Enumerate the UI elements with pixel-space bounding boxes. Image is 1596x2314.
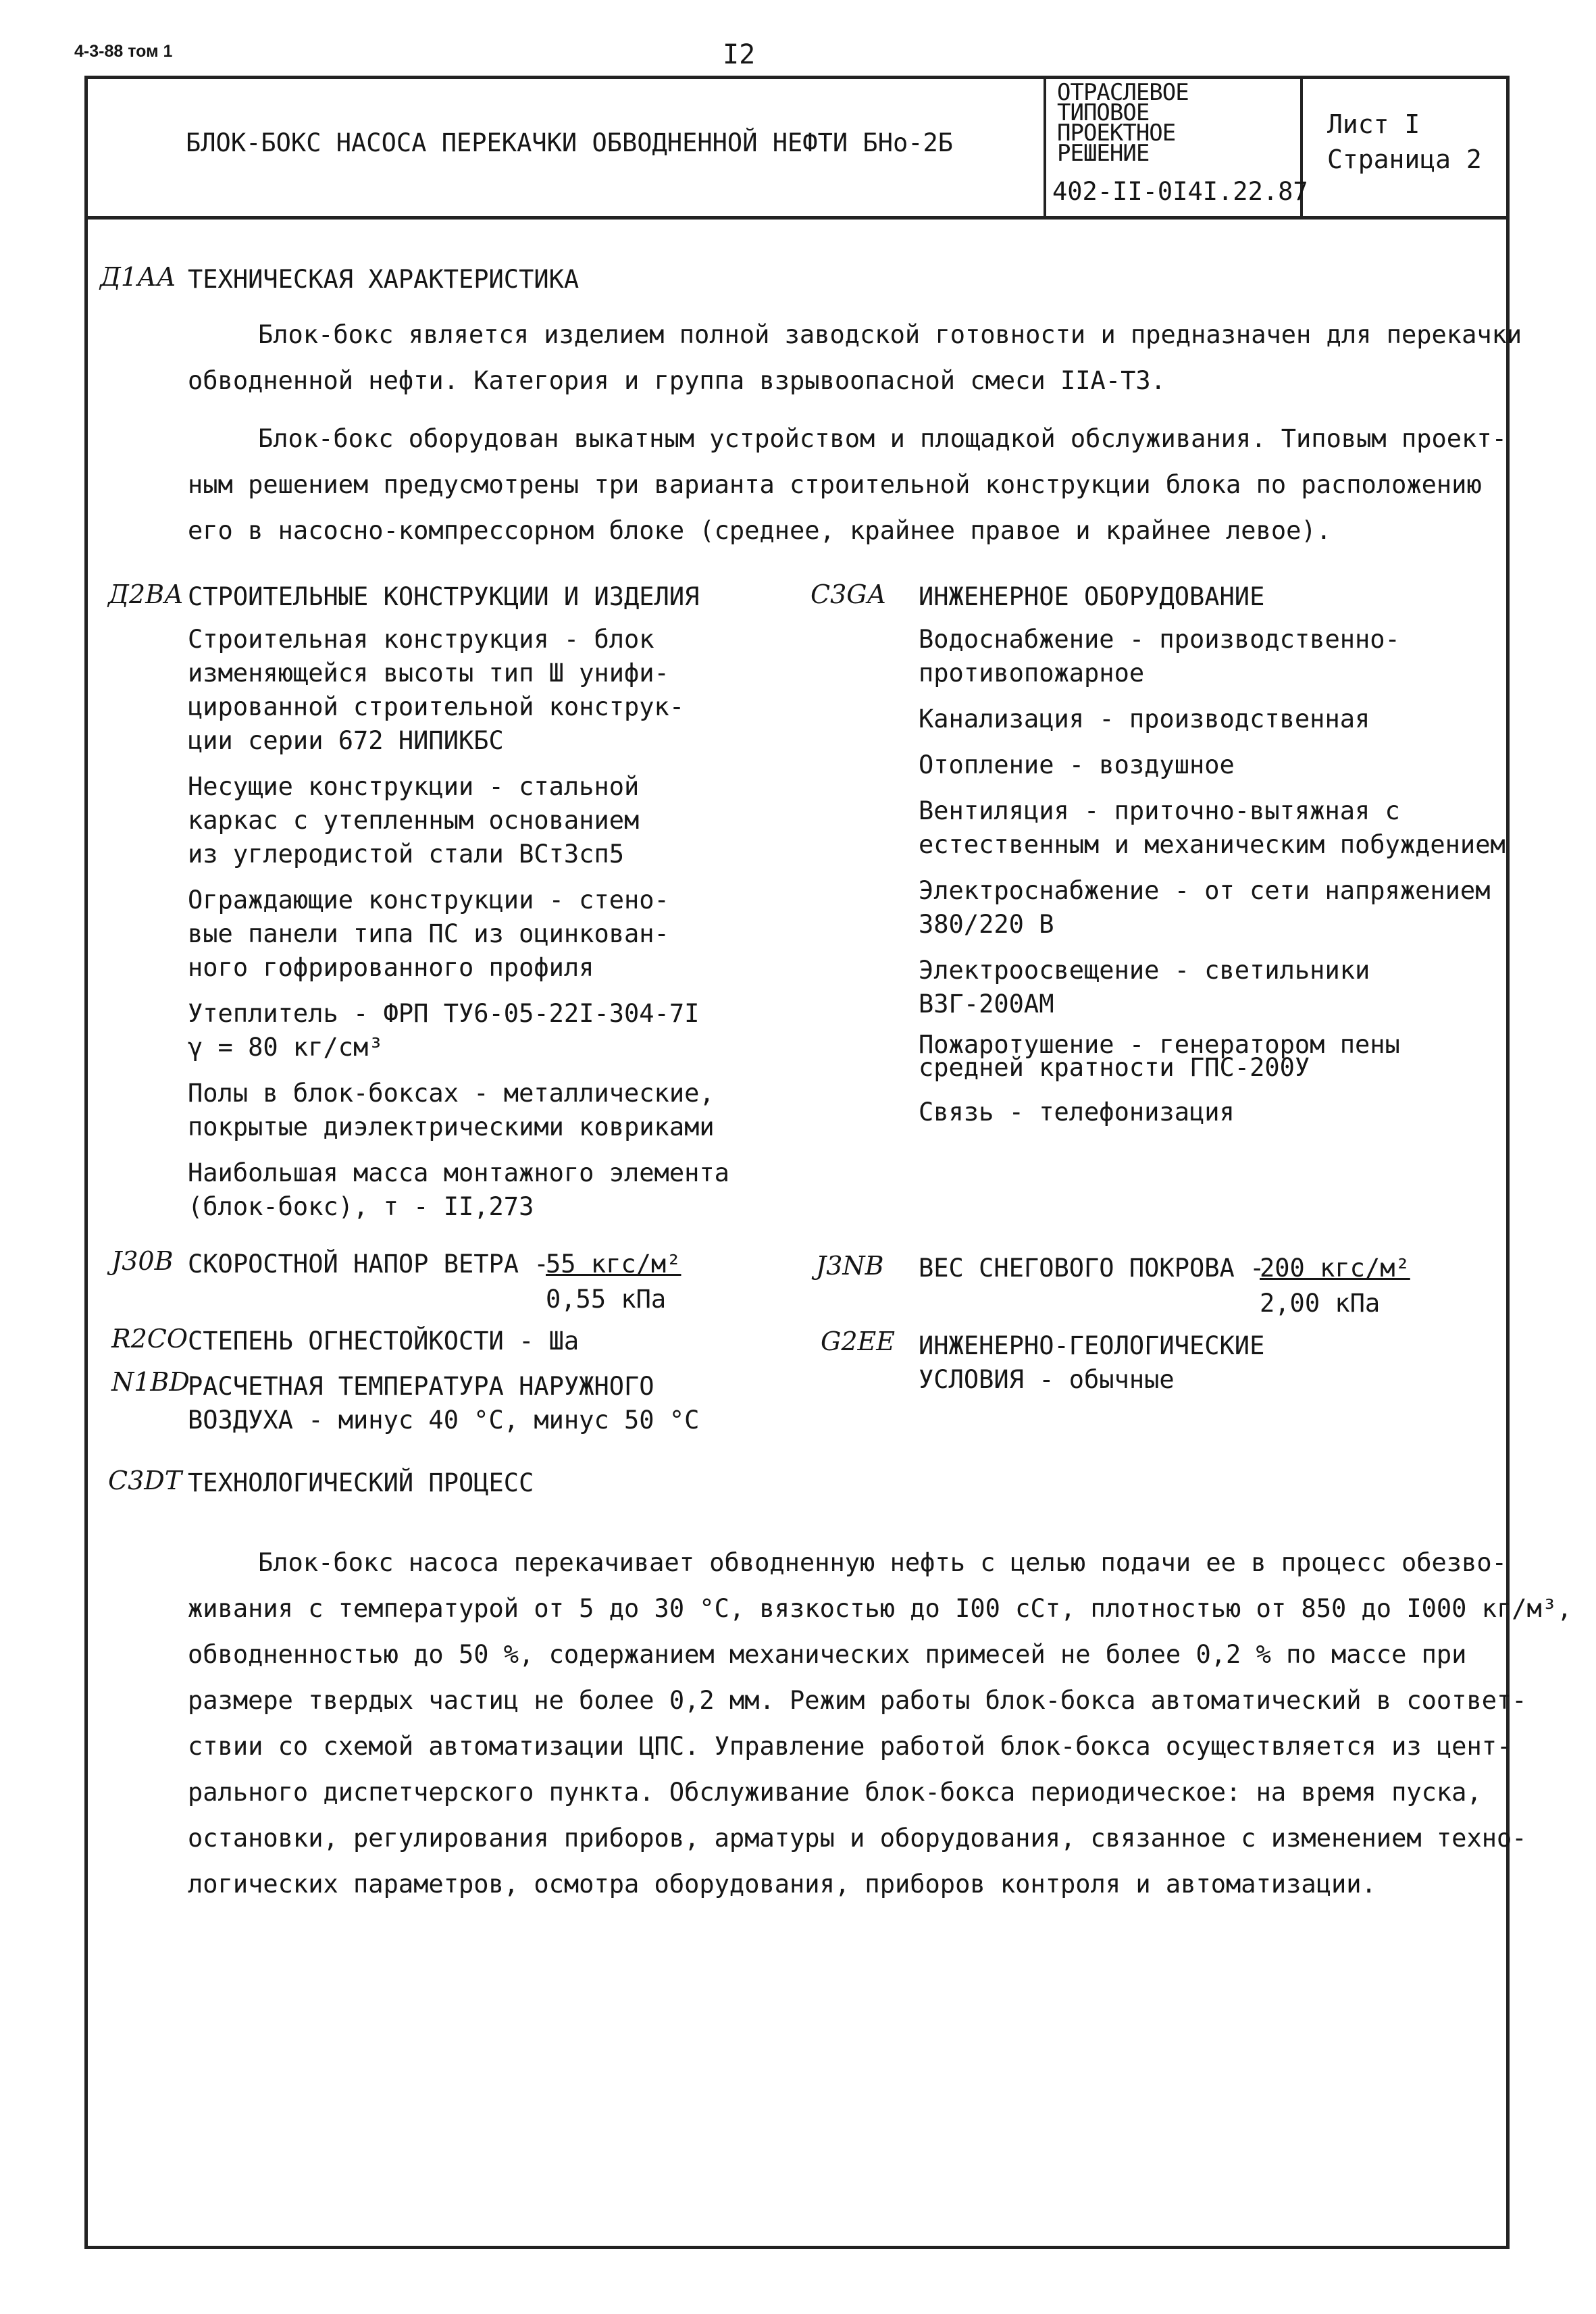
wind-label: СКОРОСТНОЙ НАПОР ВЕТРА - <box>188 1250 549 1279</box>
tech-paragraph-1 <box>188 312 1522 404</box>
process-paragraph <box>188 1540 1572 1907</box>
text-line: Утеплитель - ФРП ТУ6-05-22I-304-7I <box>188 999 700 1028</box>
text-line: γ = 80 кг/см³ <box>188 1033 384 1062</box>
text-line: Блок-бокс является изделием полной заводской готовности и предназначен для перекачки <box>258 320 1522 349</box>
section-title: ИНЖЕНЕРНОЕ ОБОРУДОВАНИЕ <box>919 582 1265 611</box>
text-line: Электроосвещение - светильники <box>919 956 1370 985</box>
text-line: Блок-бокс насоса перекачивает обводненную нефть с целью подачи ее в процесс обезво- <box>258 1548 1507 1577</box>
text-line: его в насосно-компрессорном блоке (среднее, крайнее правое и крайнее левое). <box>188 516 1331 545</box>
sheet-info: Лист I Страница 2 <box>1327 109 1482 174</box>
text-line: Связь - телефонизация <box>919 1098 1235 1127</box>
construction-list <box>188 623 729 1224</box>
text-line: покрытые диэлектрическими ковриками <box>188 1112 715 1141</box>
text-line: Наибольшая масса монтажного элемента <box>188 1158 729 1187</box>
text-line: РАСЧЕТНАЯ ТЕМПЕРАТУРА НАРУЖНОГО <box>188 1372 654 1401</box>
section-code: Д1АА <box>100 262 176 292</box>
header-divider <box>84 216 1510 220</box>
text-line: ного гофрированного профиля <box>188 953 594 982</box>
stamp-code: 402-II-0I4I.22.87 <box>1052 177 1308 206</box>
snow-value: 200 кгс/м² <box>1260 1254 1410 1283</box>
text-line: ВОЗДУХА - минус 40 °С, минус 50 °С <box>188 1406 700 1435</box>
text-line: размере твердых частиц не более 0,2 мм. Режим работы блок-бокса автоматический в соответ- <box>188 1686 1527 1715</box>
text-line: 380/220 В <box>919 910 1054 939</box>
fire-resistance: СТЕПЕНЬ ОГНЕСТОЙКОСТИ - Ша <box>188 1327 580 1356</box>
wind-value-kpa: 0,55 кПа <box>546 1285 667 1314</box>
text-line: ствии со схемой автоматизации ЦПС. Управление работой блок-бокса осуществляется из цент- <box>188 1732 1512 1761</box>
text-line: Ограждающие конструкции - стено- <box>188 885 669 915</box>
text-line: средней кратности ГПС-200У <box>919 1053 1310 1082</box>
text-line: Канализация - производственная <box>919 704 1370 734</box>
text-line: ИНЖЕНЕРНО-ГЕОЛОГИЧЕСКИЕ <box>919 1331 1265 1360</box>
geology-text <box>919 1329 1264 1397</box>
text-line: Отопление - воздушное <box>919 750 1235 779</box>
text-line: из углеродистой стали ВСт3сп5 <box>188 840 625 869</box>
engineering-list <box>919 623 1505 1129</box>
text-line: (блок-бокс), т - II,273 <box>188 1192 534 1221</box>
document-reference: 4-3-88 том 1 <box>74 42 173 61</box>
section-title: СТРОИТЕЛЬНЫЕ КОНСТРУКЦИИ И ИЗДЕЛИЯ <box>188 582 700 611</box>
text-line: противопожарное <box>919 659 1145 688</box>
text-line: Водоснабжение - производственно- <box>919 625 1400 654</box>
text-line: Электроснабжение - от сети напряжением <box>919 876 1491 905</box>
tech-paragraph-2 <box>188 416 1507 554</box>
text-line: ции серии 672 НИПИКБС <box>188 726 504 755</box>
section-code: J30В <box>111 1246 174 1276</box>
section-code: N1ВD <box>111 1367 190 1397</box>
section-title: ТЕХНОЛОГИЧЕСКИЙ ПРОЦЕСС <box>188 1468 534 1497</box>
text-line: живания с температурой от 5 до 30 °С, вязкостью до I00 сСт, плотностью от 850 до I000 кг/м³, <box>188 1594 1572 1623</box>
text-line: вые панели типа ПС из оцинкован- <box>188 919 669 948</box>
text-line: Вентиляция - приточно-вытяжная с <box>919 796 1400 825</box>
text-line: обводненностью до 50 %, содержанием механических примесей не более 0,2 % по массе при <box>188 1640 1467 1669</box>
section-title: ТЕХНИЧЕСКАЯ ХАРАКТЕРИСТИКА <box>188 265 580 294</box>
snow-value-kpa: 2,00 кПа <box>1260 1289 1381 1318</box>
section-code: G2ЕЕ <box>821 1327 896 1356</box>
text-line: Полы в блок-боксах - металлические, <box>188 1079 715 1108</box>
text-line: Пожаротушение - генератором пены <box>919 1030 1400 1059</box>
text-line: обводненной нефти. Категория и группа взрывоопасной смеси IIА-Т3. <box>188 366 1166 395</box>
header-divider-left <box>1044 76 1046 217</box>
text-line: естественным и механическим побуждением <box>919 830 1505 859</box>
snow-label: ВЕС СНЕГОВОГО ПОКРОВА - <box>919 1254 1265 1283</box>
text-line: изменяющейся высоты тип Ш унифи- <box>188 659 669 688</box>
text-line: Несущие конструкции - стальной <box>188 772 640 801</box>
text-line: каркас с утепленным основанием <box>188 806 640 835</box>
section-code: С3DТ <box>108 1466 182 1495</box>
text-line: ным решением предусмотрены три варианта строительной конструкции блока по расположению <box>188 470 1482 499</box>
wind-value: 55 кгс/м² <box>546 1250 681 1279</box>
text-line: логических параметров, осмотра оборудования, приборов контроля и автоматизации. <box>188 1870 1376 1899</box>
section-code: Д2ВА <box>108 580 184 609</box>
text-line: остановки, регулирования приборов, арматуры и оборудования, связанное с изменением техно- <box>188 1824 1527 1853</box>
temperature-text <box>188 1370 699 1437</box>
text-line: рального диспетчерского пункта. Обслуживание блок-бокса периодическое: на время пуска, <box>188 1778 1482 1807</box>
section-code: С3GА <box>810 580 887 609</box>
stamp-label: ОТРАСЛЕВОЕ ТИПОВОЕ ПРОЕКТНОЕ РЕШЕНИЕ <box>1057 79 1189 167</box>
text-line: УСЛОВИЯ - обычные <box>919 1365 1175 1394</box>
document-title: БЛОК-БОКС НАСОСА ПЕРЕКАЧКИ ОБВОДНЕННОЙ НЕФТИ БНо-2Б <box>186 128 954 157</box>
text-line: Строительная конструкция - блок <box>188 625 654 654</box>
text-line: ВЗГ-200АМ <box>919 989 1054 1019</box>
section-code: R2СО <box>111 1324 188 1354</box>
text-line: Блок-бокс оборудован выкатным устройством и площадкой обслуживания. Типовым проект- <box>258 424 1507 453</box>
text-line: цированной строительной конструк- <box>188 692 685 721</box>
page-number: I2 <box>723 39 756 70</box>
section-code: J3NВ <box>816 1251 884 1281</box>
